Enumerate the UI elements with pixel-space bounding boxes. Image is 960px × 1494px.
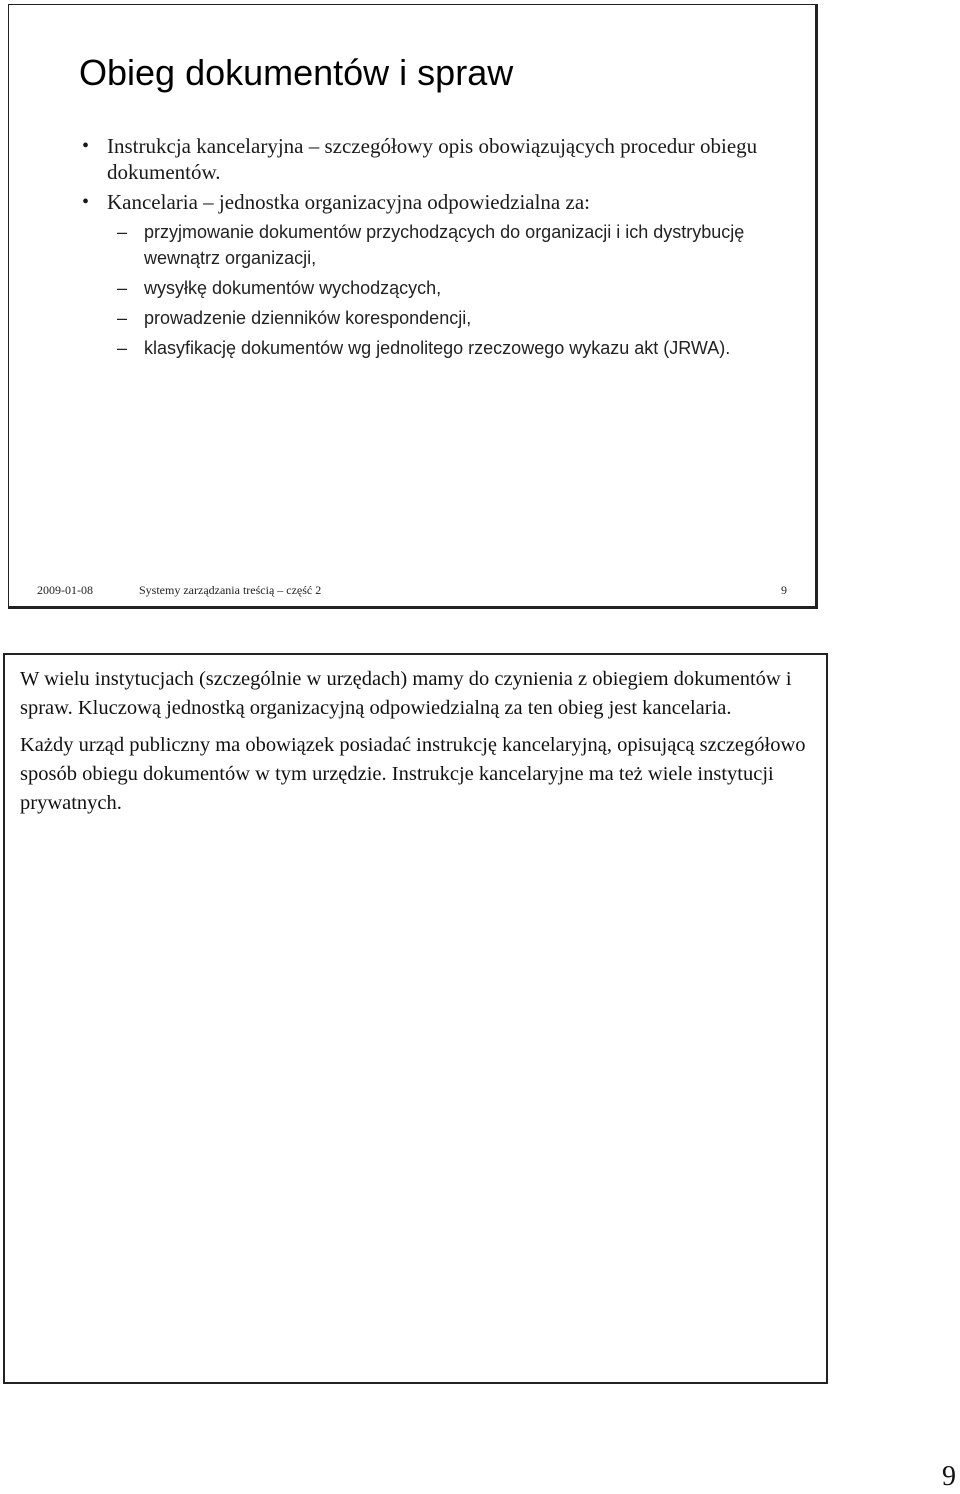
sub-bullet-list	[79, 219, 769, 361]
bullet-text: Kancelaria – jednostka organizacyjna odpowiedzialna za:	[107, 190, 590, 214]
slide	[8, 4, 818, 609]
sub-bullet-item	[79, 219, 769, 271]
notes-panel	[3, 653, 828, 1384]
notes-paragraph: Każdy urząd publiczny ma obowiązek posiadać instrukcję kancelaryjną, opisującą szczegółowo sposób obiegu dokumentów w tym urzędzie. Instrukcje kancelaryjne ma też wiele instytucji prywatnych.	[20, 734, 806, 814]
sub-bullet-item	[79, 335, 769, 361]
dash-marker: –	[117, 338, 128, 358]
bullet-list	[79, 133, 769, 365]
footer-slide-number: 9	[781, 583, 787, 597]
sub-bullet-text: prowadzenie dzienników korespondencji,	[144, 308, 472, 328]
bullet-item	[79, 189, 769, 361]
bullet-marker: •	[82, 135, 90, 157]
bullet-text: Instrukcja kancelaryjna – szczegółowy opis obowiązujących procedur obiegu dokumentów.	[107, 134, 758, 184]
sub-bullet-text: klasyfikację dokumentów wg jednolitego rzeczowego wykazu akt (JRWA).	[144, 338, 731, 358]
sub-bullet-text: przyjmowanie dokumentów przychodzących do organizacji i ich dystrybucję wewnątrz organizacji,	[144, 222, 745, 268]
bullet-marker: •	[82, 191, 90, 213]
dash-marker: –	[117, 278, 128, 298]
sub-bullet-text: wysyłkę dokumentów wychodzących,	[144, 278, 442, 298]
sub-bullet-item	[79, 275, 769, 301]
dash-marker: –	[117, 222, 128, 242]
footer-course-title: Systemy zarządzania treścią – część 2	[139, 583, 322, 597]
slide-title: Obieg dokumentów i spraw	[79, 52, 514, 93]
notes-content	[20, 665, 820, 826]
notes-paragraph: W wielu instytucjach (szczególnie w urzędach) mamy do czynienia z obiegiem dokumentów i spraw. Kluczową jednostką organizacyjną odpowiedzialną za ten obieg jest kancelaria.	[20, 668, 792, 719]
bullet-item	[79, 133, 769, 185]
sub-bullet-item	[79, 305, 769, 331]
dash-marker: –	[117, 308, 128, 328]
footer-date: 2009-01-08	[37, 583, 93, 597]
page-number: 9	[942, 1461, 956, 1492]
